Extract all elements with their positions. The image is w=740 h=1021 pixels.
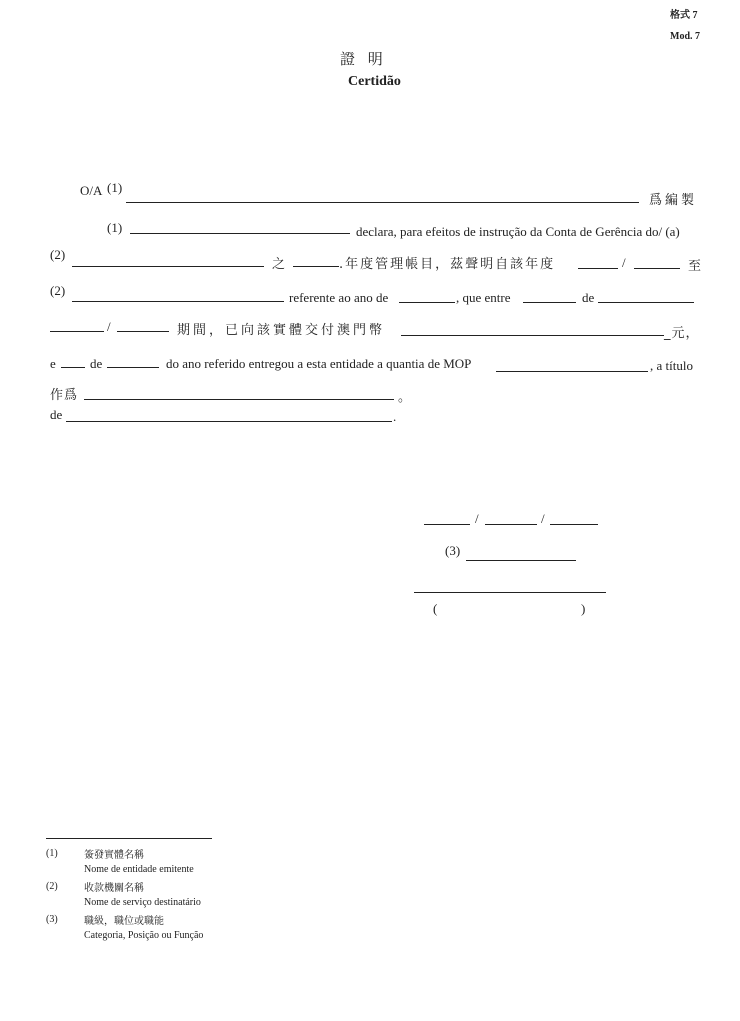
de-text: de [582, 290, 595, 305]
footnote-1-pt: Nome de entidade emitente [84, 864, 194, 875]
date-slash: / [107, 319, 111, 334]
footnote-divider [46, 838, 212, 839]
signature-line[interactable] [414, 592, 606, 593]
final-dot: . [393, 409, 397, 424]
format-number-pt: Mod. 7 [670, 31, 700, 42]
sign-date-slash: / [541, 511, 545, 526]
signer-position-field[interactable] [466, 560, 576, 561]
from-month-field[interactable] [598, 302, 694, 303]
sign-year-field[interactable] [550, 524, 598, 525]
footnote-ref-1: (1) [107, 220, 123, 235]
name-paren-open: ( [433, 601, 438, 616]
sign-date-slash: / [475, 511, 479, 526]
referente-text: referente ao ano de [289, 290, 389, 305]
sign-month-field[interactable] [485, 524, 537, 525]
footnote-2-pt: Nome de serviço destinatário [84, 897, 201, 908]
footnote-ref-2: (2) [50, 247, 66, 262]
footnote-2-cn: 收款機關名稱 [84, 883, 144, 894]
receiving-service-field-2[interactable] [72, 301, 284, 302]
prepared-cn: 爲編製 [649, 193, 698, 208]
purpose-pt-field[interactable] [66, 421, 392, 422]
start-day-field[interactable] [578, 268, 618, 269]
end-day-pt-field[interactable] [61, 367, 85, 368]
issuing-entity-field-2[interactable] [130, 233, 350, 234]
footnote-ref-2: (2) [50, 283, 66, 298]
footnote-1-num: (1) [46, 848, 58, 859]
start-month-field[interactable] [634, 268, 680, 269]
year-account-cn: .年度管理帳目，茲聲明自該年度 [339, 257, 556, 272]
year-field[interactable] [293, 266, 339, 267]
zuo-wei-cn: 作爲 [50, 388, 79, 403]
footnote-1-cn: 簽發實體名稱 [84, 850, 144, 861]
footnote-3-pt: Categoria, Posição ou Função [84, 930, 204, 941]
footnote-3-cn: 職級，職位或職能 [84, 916, 164, 927]
end-month-pt-field[interactable] [107, 367, 159, 368]
oa-label: O/A [80, 183, 103, 198]
amount-mop-field[interactable] [496, 371, 648, 372]
receiving-service-field[interactable] [72, 266, 264, 267]
de-text: de [50, 407, 63, 422]
sign-day-field[interactable] [424, 524, 470, 525]
title-cn: 證 明 [340, 50, 387, 68]
amount-cn-field[interactable] [401, 335, 664, 336]
from-day-field[interactable] [523, 302, 576, 303]
period-cn: 期間，已向該實體交付澳門幣 [177, 323, 386, 338]
title-pt: Certidão [348, 74, 401, 89]
que-entre-text: , que entre [456, 290, 511, 305]
de-text: de [90, 356, 103, 371]
name-paren-close: ) [581, 601, 586, 616]
to-cn: 至 [688, 259, 705, 274]
footnote-ref-3: (3) [445, 543, 461, 558]
reference-year-field[interactable] [399, 302, 455, 303]
do-ano-text: do ano referido entregou a esta entidade a quantia de MOP [166, 356, 472, 371]
e-text: e [50, 356, 56, 371]
end-day-field[interactable] [50, 331, 104, 332]
zhi-cn: 之 [272, 257, 289, 272]
footnote-3-num: (3) [46, 914, 58, 925]
end-month-field[interactable] [117, 331, 169, 332]
period-mark: 。 [398, 390, 415, 405]
footnote-ref-1: (1) [107, 180, 123, 195]
issuing-entity-field[interactable] [126, 202, 639, 203]
footnote-2-num: (2) [46, 881, 58, 892]
purpose-cn-field[interactable] [84, 399, 394, 400]
yuan-cn: _元， [664, 326, 700, 341]
date-slash: / [622, 255, 626, 270]
format-number-cn: 格式 7 [670, 10, 698, 21]
a-titulo-text: , a título [650, 358, 693, 373]
declaration-text: declara, para efeitos de instrução da Conta de Gerência do/ (a) [356, 224, 680, 239]
